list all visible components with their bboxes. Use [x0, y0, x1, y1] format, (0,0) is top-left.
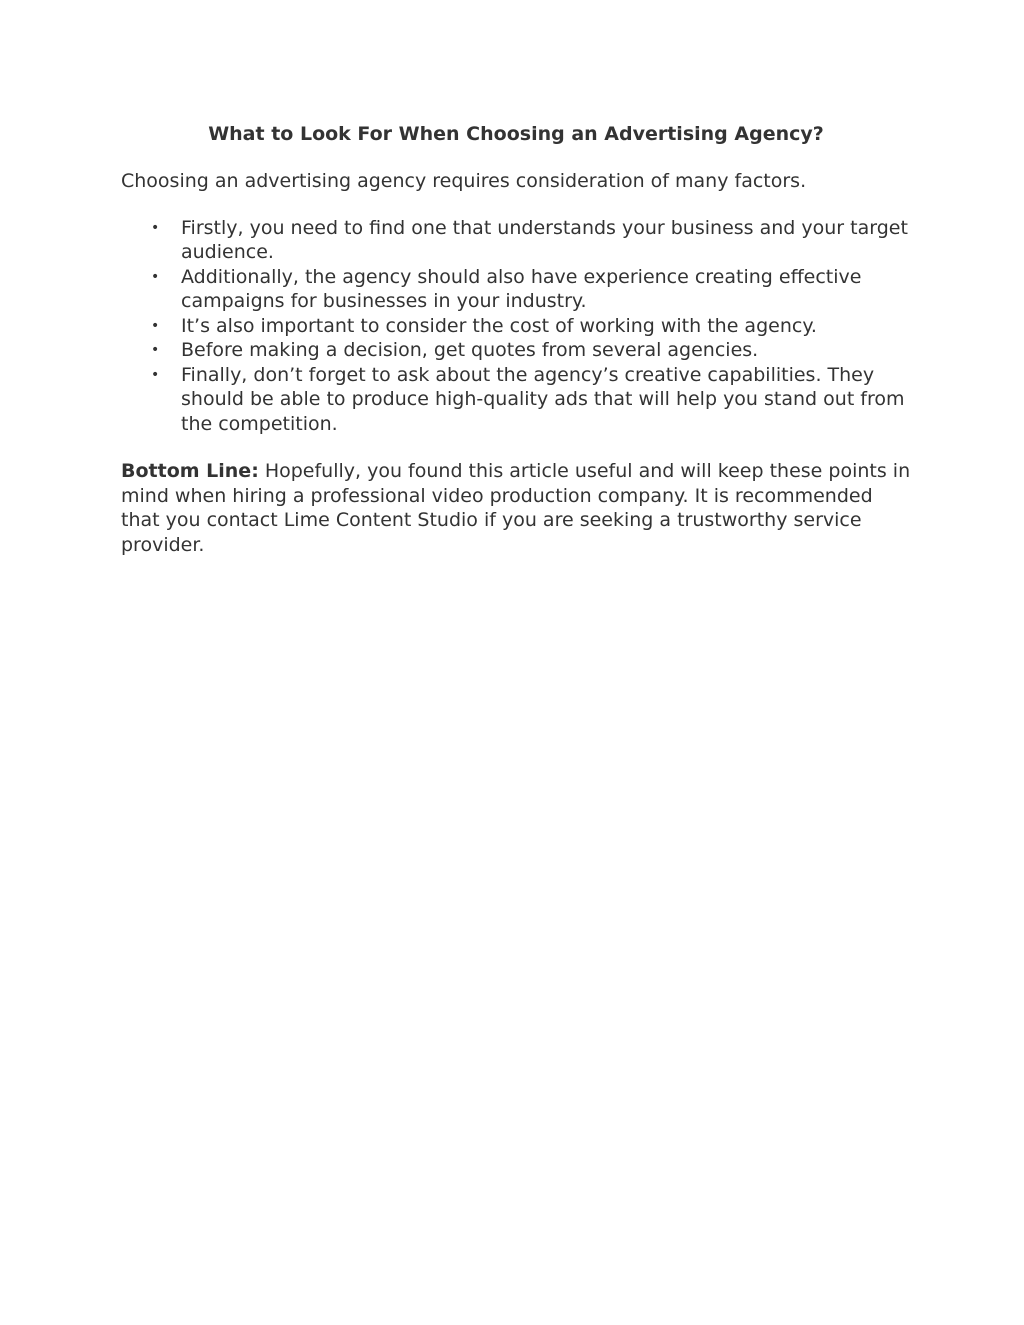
bullet-icon: •: [151, 342, 160, 358]
bottom-line-text: Hopefully, you found this article useful and will keep these points in mind when hiring a professional video production company. It is recommended that you contact Lime Content Studio if you are seeking a trustworthy service provider.: [121, 460, 911, 556]
list-item-text: Finally, don’t forget to ask about the agency’s creative capabilities. They should be able to produce high-quality ads that will help you stand out from the competition.: [181, 363, 905, 435]
list-item-text: Firstly, you need to find one that understands your business and your target audience.: [181, 216, 908, 263]
list-item: [151, 265, 911, 314]
bullet-icon: •: [151, 317, 160, 334]
list-item-text: Before making a decision, get quotes from several agencies.: [181, 339, 759, 361]
list-item: [151, 314, 911, 339]
bullet-list: [121, 216, 911, 437]
document-title: What to Look For When Choosing an Advertising Agency?: [208, 123, 824, 145]
list-item: [151, 216, 911, 265]
bottom-line-label: Bottom Line:: [121, 460, 259, 482]
list-item-text: Additionally, the agency should also have experience creating effective campaigns for businesses in your industry.: [181, 265, 862, 312]
bullet-icon: •: [151, 219, 160, 236]
bullet-icon: •: [151, 366, 160, 383]
list-item-text: It’s also important to consider the cost of working with the agency.: [181, 314, 817, 337]
intro-paragraph: Choosing an advertising agency requires consideration of many factors.: [121, 170, 807, 192]
document-page: [121, 121, 911, 557]
list-item: [151, 363, 911, 437]
list-item: [151, 338, 911, 363]
bottom-line-paragraph: [121, 459, 911, 557]
bullet-icon: •: [151, 268, 160, 285]
